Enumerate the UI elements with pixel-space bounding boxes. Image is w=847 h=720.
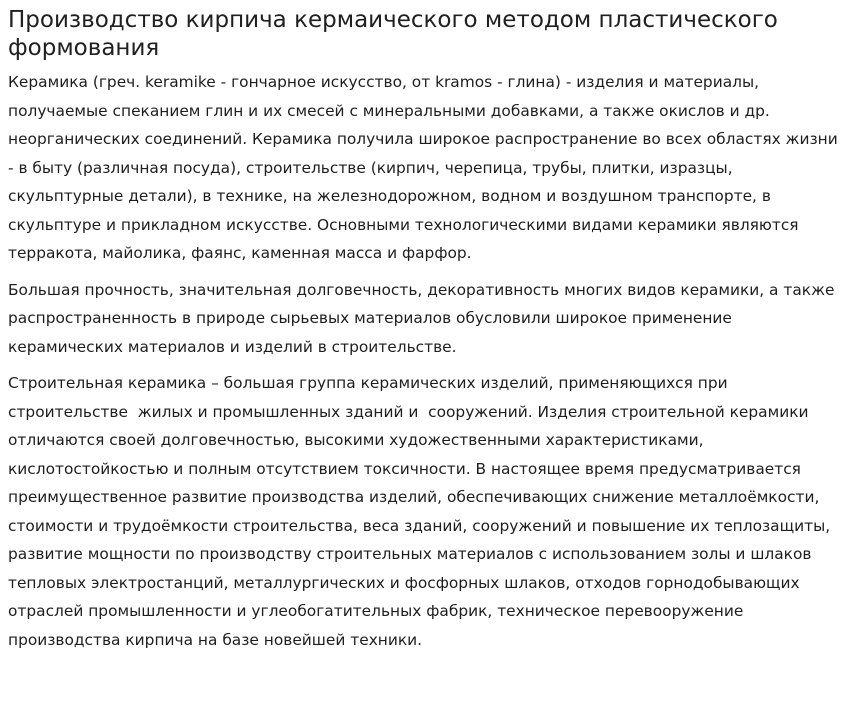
paragraph-strength: Большая прочность, значительная долговечность, декоративность многих видов керамики, а также распространенность в природе сырьевых материалов обусловили широкое применение керамических материалов и изделий в строительстве. (8, 280, 845, 356)
article (8, 6, 845, 662)
paragraph-building-ceramics: Строительная керамика – большая группа керамических изделий, применяющихся при строительстве жилых и промышленных зданий и сооружений. Изделия строительной керамики отличаются своей долговечностью, высокими художественными характеристиками, кислотостойкостью и полным отсутствием токсичности. В настоящее время предусматривается преимущественное развитие производства изделий, обеспечивающих снижение металлоёмкости, стоимости и трудоёмкости строительства, веса зданий, сооружений и повышение их теплозащиты, развитие мощности по производству строительных материалов с использованием золы и шлаков тепловых электростанций, металлургических и фосфорных шлаков, отходов горнодобывающих отраслей промышленности и углеобогатительных фабрик, техническое перевооружение производства кирпича на базе новейшей техники. (8, 374, 836, 649)
paragraph-intro: Керамика (греч. keramike - гончарное искусство, от kramos - глина) - изделия и материалы, получаемые спеканием глин и их смесей с минеральными добавками, а также окислов и др. неорганических соединений. Керамика получила широкое распространение во всех областях жизни - в быту (различная посуда), строительстве (кирпич, черепица, трубы, плитки, изразцы, скульптурные детали), в технике, на железнодорожном, водном и воздушном транспорте, в скульптуре и прикладном искусстве. Основными технологическими видами керамики являются терракота, майолика, фаянс, каменная масса и фарфор. (8, 73, 843, 262)
page-title: Производство кирпича кермаического методом пластического формования (8, 7, 778, 61)
